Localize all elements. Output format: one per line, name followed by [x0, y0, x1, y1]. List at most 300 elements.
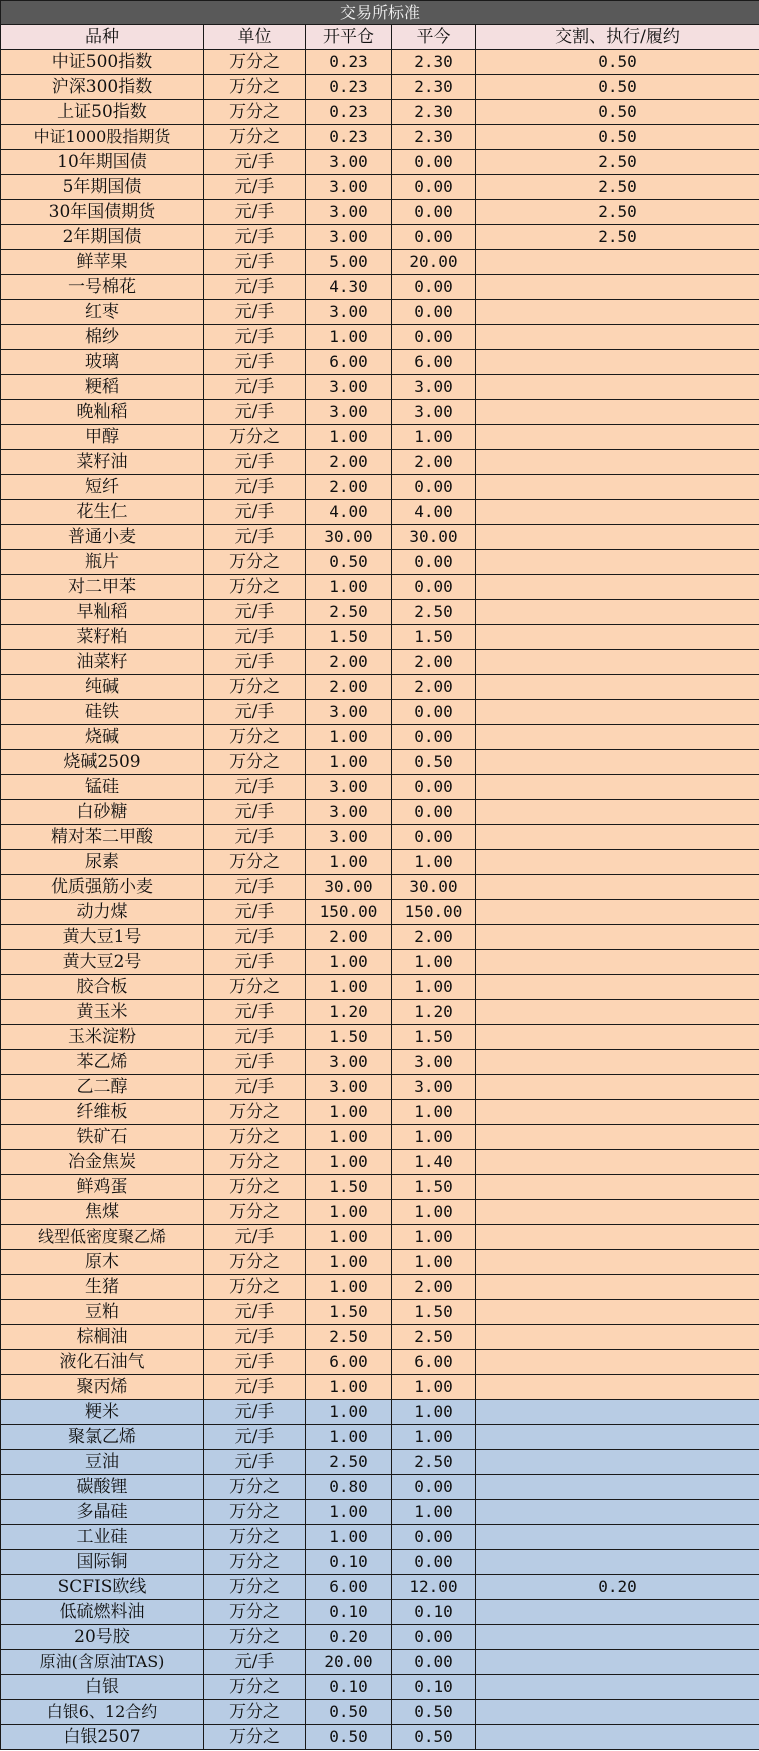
unit-cell: 万分之	[204, 725, 306, 750]
close-today-cell: 1.50	[392, 1025, 476, 1050]
table-row	[1, 1400, 759, 1425]
variety-cell: 鲜苹果	[1, 250, 204, 275]
settlement-cell	[476, 250, 759, 275]
unit-cell: 元/手	[204, 600, 306, 625]
close-today-cell: 4.00	[392, 500, 476, 525]
open-close-cell: 2.50	[306, 600, 392, 625]
close-today-cell: 1.00	[392, 1425, 476, 1450]
variety-cell: 菜籽粕	[1, 625, 204, 650]
open-close-cell: 3.00	[306, 700, 392, 725]
unit-cell: 元/手	[204, 925, 306, 950]
open-close-cell: 3.00	[306, 150, 392, 175]
settlement-cell	[476, 525, 759, 550]
table-row	[1, 1575, 759, 1600]
close-today-cell: 1.00	[392, 1100, 476, 1125]
variety-cell: 优质强筋小麦	[1, 875, 204, 900]
settlement-cell	[476, 1250, 759, 1275]
settlement-cell: 2.50	[476, 150, 759, 175]
open-close-cell: 0.80	[306, 1475, 392, 1500]
open-close-cell: 1.00	[306, 325, 392, 350]
unit-cell: 元/手	[204, 1325, 306, 1350]
close-today-cell: 0.00	[392, 725, 476, 750]
open-close-cell: 1.50	[306, 625, 392, 650]
close-today-cell: 0.00	[392, 575, 476, 600]
unit-cell: 万分之	[204, 850, 306, 875]
close-today-cell: 1.00	[392, 425, 476, 450]
open-close-cell: 1.50	[306, 1300, 392, 1325]
open-close-cell: 3.00	[306, 200, 392, 225]
variety-cell: 白砂糖	[1, 800, 204, 825]
settlement-cell	[476, 950, 759, 975]
variety-cell: 玉米淀粉	[1, 1025, 204, 1050]
close-today-cell: 2.50	[392, 1450, 476, 1475]
variety-cell: 中证1000股指期货	[1, 125, 204, 150]
settlement-cell	[476, 1225, 759, 1250]
settlement-cell	[476, 550, 759, 575]
open-close-cell: 0.23	[306, 75, 392, 100]
unit-cell: 万分之	[204, 1700, 306, 1725]
open-close-cell: 2.00	[306, 450, 392, 475]
settlement-cell	[476, 1325, 759, 1350]
settlement-cell	[476, 1075, 759, 1100]
table-row	[1, 925, 759, 950]
variety-cell: 粳米	[1, 1400, 204, 1425]
settlement-cell	[476, 1475, 759, 1500]
unit-cell: 元/手	[204, 150, 306, 175]
variety-cell: 低硫燃料油	[1, 1600, 204, 1625]
variety-cell: 一号棉花	[1, 275, 204, 300]
close-today-cell: 1.00	[392, 1200, 476, 1225]
table-row	[1, 750, 759, 775]
table-row	[1, 1500, 759, 1525]
settlement-cell	[476, 800, 759, 825]
close-today-cell: 1.50	[392, 625, 476, 650]
table-row	[1, 150, 759, 175]
table-row	[1, 1300, 759, 1325]
variety-cell: 冶金焦炭	[1, 1150, 204, 1175]
settlement-cell	[476, 825, 759, 850]
variety-cell: 烧碱2509	[1, 750, 204, 775]
variety-cell: 豆粕	[1, 1300, 204, 1325]
settlement-cell	[476, 575, 759, 600]
table-row	[1, 100, 759, 125]
open-close-cell: 5.00	[306, 250, 392, 275]
settlement-cell: 2.50	[476, 225, 759, 250]
unit-cell: 万分之	[204, 1125, 306, 1150]
open-close-cell: 1.00	[306, 575, 392, 600]
close-today-cell: 6.00	[392, 350, 476, 375]
settlement-cell	[476, 1450, 759, 1475]
variety-cell: 线型低密度聚乙烯	[1, 1225, 204, 1250]
open-close-cell: 1.00	[306, 1425, 392, 1450]
table-row	[1, 950, 759, 975]
settlement-cell	[476, 350, 759, 375]
unit-cell: 元/手	[204, 1025, 306, 1050]
unit-cell: 万分之	[204, 550, 306, 575]
close-today-cell: 1.00	[392, 1375, 476, 1400]
unit-cell: 万分之	[204, 675, 306, 700]
table-row	[1, 1450, 759, 1475]
variety-cell: 锰硅	[1, 775, 204, 800]
settlement-cell	[476, 1350, 759, 1375]
open-close-cell: 30.00	[306, 525, 392, 550]
open-close-cell: 3.00	[306, 375, 392, 400]
unit-cell: 元/手	[204, 650, 306, 675]
header-row	[1, 25, 759, 50]
variety-cell: 纯碱	[1, 675, 204, 700]
table-row	[1, 325, 759, 350]
settlement-cell	[476, 325, 759, 350]
variety-cell: 黄大豆1号	[1, 925, 204, 950]
variety-cell: 原油(含原油TAS)	[1, 1650, 204, 1675]
variety-cell: 30年国债期货	[1, 200, 204, 225]
close-today-cell: 0.00	[392, 700, 476, 725]
close-today-cell: 1.00	[392, 1500, 476, 1525]
close-today-cell: 1.40	[392, 1150, 476, 1175]
settlement-cell: 0.50	[476, 75, 759, 100]
close-today-cell: 0.00	[392, 1625, 476, 1650]
open-close-cell: 6.00	[306, 1350, 392, 1375]
unit-cell: 万分之	[204, 1550, 306, 1575]
open-close-cell: 1.00	[306, 1525, 392, 1550]
unit-cell: 元/手	[204, 1650, 306, 1675]
table-title: 交易所标准	[1, 1, 759, 25]
table-row	[1, 1675, 759, 1700]
settlement-cell	[476, 500, 759, 525]
close-today-cell: 0.00	[392, 1650, 476, 1675]
unit-cell: 万分之	[204, 1150, 306, 1175]
variety-cell: 棉纱	[1, 325, 204, 350]
variety-cell: 沪深300指数	[1, 75, 204, 100]
settlement-cell	[476, 1525, 759, 1550]
close-today-cell: 3.00	[392, 400, 476, 425]
unit-cell: 万分之	[204, 975, 306, 1000]
table-row	[1, 1700, 759, 1725]
close-today-cell: 2.50	[392, 1325, 476, 1350]
table-row	[1, 200, 759, 225]
variety-cell: 液化石油气	[1, 1350, 204, 1375]
open-close-cell: 0.10	[306, 1550, 392, 1575]
unit-cell: 元/手	[204, 500, 306, 525]
table-row	[1, 375, 759, 400]
table-row	[1, 225, 759, 250]
open-close-cell: 2.50	[306, 1325, 392, 1350]
close-today-cell: 2.00	[392, 650, 476, 675]
table-row	[1, 1525, 759, 1550]
unit-cell: 元/手	[204, 875, 306, 900]
table-row	[1, 125, 759, 150]
settlement-cell: 2.50	[476, 175, 759, 200]
open-close-cell: 150.00	[306, 900, 392, 925]
unit-cell: 万分之	[204, 1475, 306, 1500]
open-close-cell: 1.00	[306, 1225, 392, 1250]
table-row	[1, 525, 759, 550]
header-variety: 品种	[1, 25, 204, 50]
settlement-cell: 0.20	[476, 1575, 759, 1600]
settlement-cell	[476, 1550, 759, 1575]
table-row	[1, 425, 759, 450]
table-row	[1, 975, 759, 1000]
close-today-cell: 20.00	[392, 250, 476, 275]
open-close-cell: 3.00	[306, 175, 392, 200]
unit-cell: 万分之	[204, 1175, 306, 1200]
close-today-cell: 0.00	[392, 225, 476, 250]
close-today-cell: 0.50	[392, 1700, 476, 1725]
settlement-cell	[476, 1700, 759, 1725]
settlement-cell	[476, 1125, 759, 1150]
open-close-cell: 0.50	[306, 1700, 392, 1725]
settlement-cell	[476, 375, 759, 400]
open-close-cell: 1.00	[306, 425, 392, 450]
unit-cell: 万分之	[204, 100, 306, 125]
table-row	[1, 675, 759, 700]
variety-cell: 乙二醇	[1, 1075, 204, 1100]
table-row	[1, 400, 759, 425]
unit-cell: 元/手	[204, 525, 306, 550]
unit-cell: 万分之	[204, 425, 306, 450]
unit-cell: 元/手	[204, 1375, 306, 1400]
open-close-cell: 6.00	[306, 350, 392, 375]
unit-cell: 元/手	[204, 1425, 306, 1450]
variety-cell: 瓶片	[1, 550, 204, 575]
variety-cell: 对二甲苯	[1, 575, 204, 600]
open-close-cell: 2.00	[306, 925, 392, 950]
close-today-cell: 6.00	[392, 1350, 476, 1375]
close-today-cell: 2.00	[392, 925, 476, 950]
variety-cell: 20号胶	[1, 1625, 204, 1650]
unit-cell: 元/手	[204, 1075, 306, 1100]
open-close-cell: 3.00	[306, 825, 392, 850]
open-close-cell: 0.10	[306, 1675, 392, 1700]
close-today-cell: 2.30	[392, 50, 476, 75]
open-close-cell: 3.00	[306, 1075, 392, 1100]
close-today-cell: 0.00	[392, 300, 476, 325]
variety-cell: 多晶硅	[1, 1500, 204, 1525]
open-close-cell: 1.00	[306, 1275, 392, 1300]
open-close-cell: 1.00	[306, 1375, 392, 1400]
fee-table-body	[1, 50, 759, 1750]
variety-cell: 铁矿石	[1, 1125, 204, 1150]
variety-cell: 10年期国债	[1, 150, 204, 175]
settlement-cell	[476, 475, 759, 500]
variety-cell: 黄玉米	[1, 1000, 204, 1025]
close-today-cell: 1.00	[392, 1225, 476, 1250]
variety-cell: 白银6、12合约	[1, 1700, 204, 1725]
unit-cell: 元/手	[204, 1050, 306, 1075]
unit-cell: 元/手	[204, 1350, 306, 1375]
open-close-cell: 6.00	[306, 1575, 392, 1600]
close-today-cell: 0.00	[392, 1475, 476, 1500]
open-close-cell: 3.00	[306, 225, 392, 250]
unit-cell: 万分之	[204, 750, 306, 775]
open-close-cell: 1.00	[306, 725, 392, 750]
variety-cell: 早籼稻	[1, 600, 204, 625]
open-close-cell: 3.00	[306, 775, 392, 800]
close-today-cell: 0.00	[392, 825, 476, 850]
table-row	[1, 1225, 759, 1250]
settlement-cell	[476, 275, 759, 300]
unit-cell: 万分之	[204, 1675, 306, 1700]
settlement-cell	[476, 1725, 759, 1750]
variety-cell: 普通小麦	[1, 525, 204, 550]
table-row	[1, 800, 759, 825]
open-close-cell: 2.00	[306, 675, 392, 700]
open-close-cell: 0.10	[306, 1600, 392, 1625]
table-row	[1, 50, 759, 75]
open-close-cell: 1.50	[306, 1175, 392, 1200]
unit-cell: 万分之	[204, 75, 306, 100]
settlement-cell	[476, 1375, 759, 1400]
open-close-cell: 1.00	[306, 950, 392, 975]
settlement-cell	[476, 450, 759, 475]
settlement-cell	[476, 900, 759, 925]
unit-cell: 万分之	[204, 1275, 306, 1300]
settlement-cell	[476, 875, 759, 900]
unit-cell: 万分之	[204, 1600, 306, 1625]
open-close-cell: 1.00	[306, 1400, 392, 1425]
variety-cell: 黄大豆2号	[1, 950, 204, 975]
close-today-cell: 1.50	[392, 1175, 476, 1200]
header-unit: 单位	[204, 25, 306, 50]
close-today-cell: 0.50	[392, 750, 476, 775]
table-row	[1, 300, 759, 325]
close-today-cell: 30.00	[392, 525, 476, 550]
table-row	[1, 625, 759, 650]
settlement-cell	[476, 1400, 759, 1425]
table-row	[1, 1100, 759, 1125]
unit-cell: 万分之	[204, 1200, 306, 1225]
close-today-cell: 2.30	[392, 125, 476, 150]
variety-cell: 2年期国债	[1, 225, 204, 250]
table-row	[1, 1550, 759, 1575]
open-close-cell: 2.00	[306, 650, 392, 675]
settlement-cell	[476, 625, 759, 650]
table-row	[1, 1650, 759, 1675]
unit-cell: 元/手	[204, 950, 306, 975]
header-open-close: 开平仓	[306, 25, 392, 50]
open-close-cell: 3.00	[306, 1050, 392, 1075]
table-row	[1, 1050, 759, 1075]
unit-cell: 万分之	[204, 1250, 306, 1275]
variety-cell: 焦煤	[1, 1200, 204, 1225]
table-row	[1, 1600, 759, 1625]
variety-cell: 晚籼稻	[1, 400, 204, 425]
table-row	[1, 575, 759, 600]
table-row	[1, 650, 759, 675]
close-today-cell: 0.00	[392, 1550, 476, 1575]
header-close-today: 平今	[392, 25, 476, 50]
settlement-cell	[476, 1150, 759, 1175]
variety-cell: 生猪	[1, 1275, 204, 1300]
table-row	[1, 850, 759, 875]
table-row	[1, 1275, 759, 1300]
close-today-cell: 2.00	[392, 450, 476, 475]
table-row	[1, 825, 759, 850]
variety-cell: 玻璃	[1, 350, 204, 375]
table-row	[1, 900, 759, 925]
table-row	[1, 725, 759, 750]
close-today-cell: 2.50	[392, 600, 476, 625]
open-close-cell: 1.00	[306, 1200, 392, 1225]
variety-cell: 尿素	[1, 850, 204, 875]
unit-cell: 元/手	[204, 350, 306, 375]
open-close-cell: 3.00	[306, 400, 392, 425]
unit-cell: 万分之	[204, 1100, 306, 1125]
settlement-cell	[476, 1650, 759, 1675]
settlement-cell	[476, 1200, 759, 1225]
open-close-cell: 20.00	[306, 1650, 392, 1675]
unit-cell: 元/手	[204, 475, 306, 500]
variety-cell: 红枣	[1, 300, 204, 325]
table-row	[1, 275, 759, 300]
variety-cell: 烧碱	[1, 725, 204, 750]
close-today-cell: 2.00	[392, 675, 476, 700]
variety-cell: 花生仁	[1, 500, 204, 525]
variety-cell: 苯乙烯	[1, 1050, 204, 1075]
open-close-cell: 0.20	[306, 1625, 392, 1650]
close-today-cell: 3.00	[392, 375, 476, 400]
table-row	[1, 1325, 759, 1350]
open-close-cell: 0.23	[306, 100, 392, 125]
open-close-cell: 0.23	[306, 125, 392, 150]
settlement-cell	[476, 1600, 759, 1625]
unit-cell: 元/手	[204, 175, 306, 200]
settlement-cell	[476, 975, 759, 1000]
unit-cell: 元/手	[204, 1450, 306, 1475]
unit-cell: 元/手	[204, 200, 306, 225]
variety-cell: 5年期国债	[1, 175, 204, 200]
close-today-cell: 0.00	[392, 1525, 476, 1550]
table-row	[1, 1200, 759, 1225]
close-today-cell: 0.00	[392, 775, 476, 800]
unit-cell: 元/手	[204, 300, 306, 325]
close-today-cell: 30.00	[392, 875, 476, 900]
settlement-cell	[476, 1625, 759, 1650]
variety-cell: 白银2507	[1, 1725, 204, 1750]
settlement-cell	[476, 1050, 759, 1075]
close-today-cell: 0.00	[392, 475, 476, 500]
table-row	[1, 1475, 759, 1500]
close-today-cell: 12.00	[392, 1575, 476, 1600]
settlement-cell	[476, 700, 759, 725]
header-settlement: 交割、执行/履约	[476, 25, 759, 50]
unit-cell: 元/手	[204, 325, 306, 350]
close-today-cell: 1.00	[392, 950, 476, 975]
unit-cell: 元/手	[204, 775, 306, 800]
table-row	[1, 775, 759, 800]
table-row	[1, 450, 759, 475]
variety-cell: SCFIS欧线	[1, 1575, 204, 1600]
unit-cell: 元/手	[204, 700, 306, 725]
settlement-cell	[476, 1175, 759, 1200]
table-row	[1, 1250, 759, 1275]
close-today-cell: 1.00	[392, 850, 476, 875]
settlement-cell	[476, 750, 759, 775]
table-row	[1, 1425, 759, 1450]
variety-cell: 短纤	[1, 475, 204, 500]
close-today-cell: 0.00	[392, 150, 476, 175]
settlement-cell	[476, 1500, 759, 1525]
settlement-cell	[476, 1300, 759, 1325]
close-today-cell: 2.00	[392, 1275, 476, 1300]
settlement-cell: 2.50	[476, 200, 759, 225]
variety-cell: 聚丙烯	[1, 1375, 204, 1400]
open-close-cell: 1.00	[306, 750, 392, 775]
open-close-cell: 1.00	[306, 850, 392, 875]
close-today-cell: 0.10	[392, 1600, 476, 1625]
table-row	[1, 350, 759, 375]
settlement-cell: 0.50	[476, 100, 759, 125]
